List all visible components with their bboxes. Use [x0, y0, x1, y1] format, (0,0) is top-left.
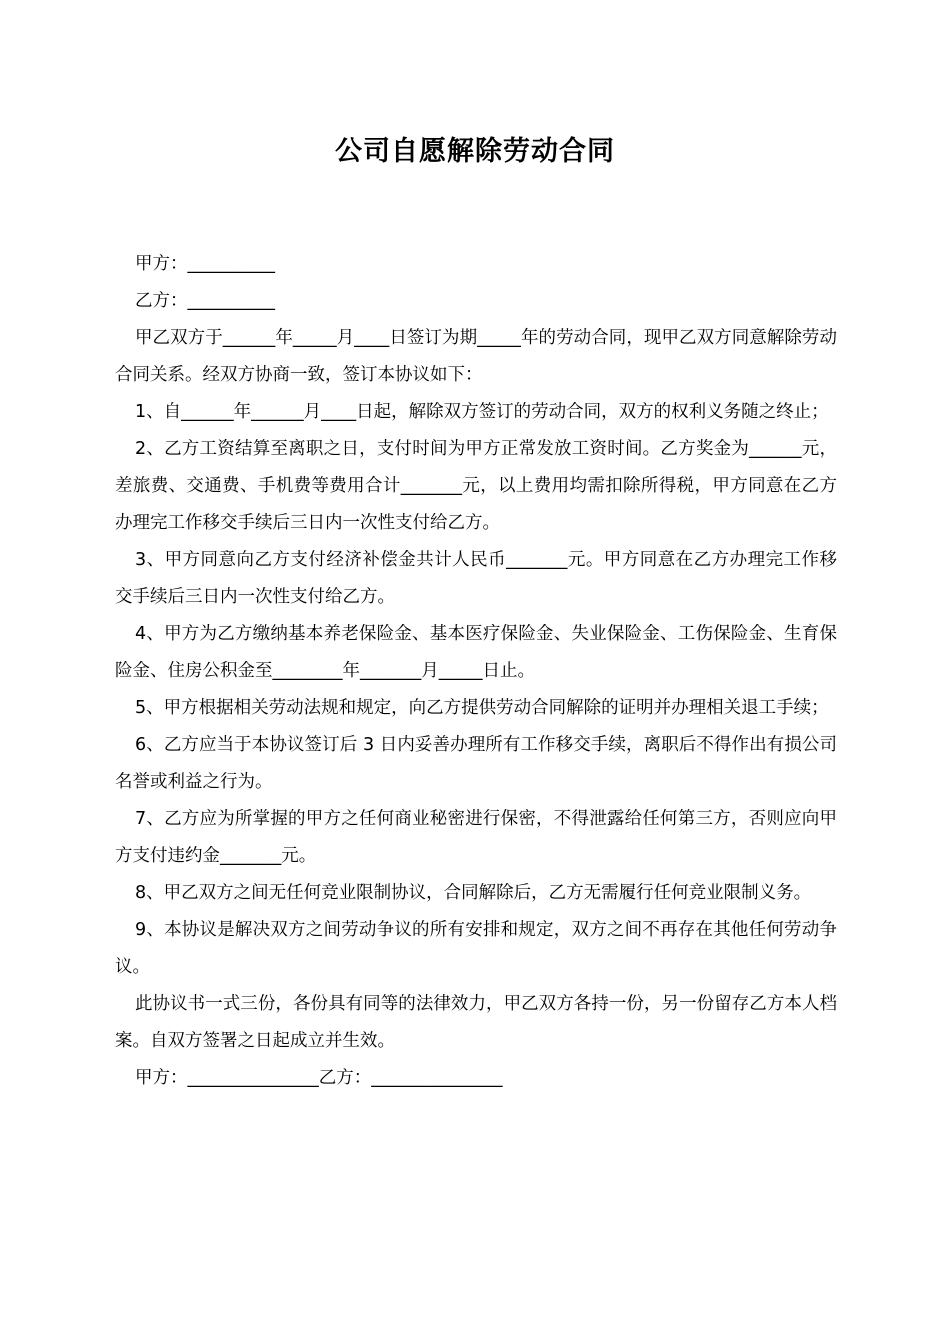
preamble-paragraph: 甲乙双方于______年_____月____日签订为期_____年的劳动合同，现甲乙双方同意解除劳动合同关系。经双方协商一致，签订本协议如下：	[115, 328, 837, 385]
clause-4: 4、甲方为乙方缴纳基本养老保险金、基本医疗保险金、失业保险金、工伤保险金、生育保险金、住房公积金至________年_______月_____日止。	[115, 624, 837, 681]
clause-9: 9、本协议是解决双方之间劳动争议的所有安排和规定，双方之间不再存在其他任何劳动争议。	[115, 920, 837, 977]
document-body	[115, 246, 837, 1097]
clause-8: 8、甲乙双方之间无任何竞业限制协议，合同解除后，乙方无需履行任何竞业限制义务。	[135, 883, 812, 903]
document-title: 公司自愿解除劳动合同	[335, 136, 615, 167]
party-a-line: 甲方：__________	[135, 254, 275, 274]
clause-5: 5、甲方根据相关劳动法规和规定，向乙方提供劳动合同解除的证明并办理相关退工手续；	[135, 698, 829, 718]
closing-paragraph: 此协议书一式三份，各份具有同等的法律效力，甲乙双方各持一份，另一份留存乙方本人档案。自双方签署之日起成立并生效。	[115, 994, 837, 1051]
clause-7: 7、乙方应为所掌握的甲方之任何商业秘密进行保密，不得泄露给任何第三方，否则应向甲方支付违约金_______元。	[115, 809, 837, 866]
clause-2: 2、乙方工资结算至离职之日，支付时间为甲方正常发放工资时间。乙方奖金为______元，差旅费、交通费、手机费等费用合计_______元，以上费用均需扣除所得税，甲方同意在乙方办理完工作移交手续后三日内一次性支付给乙方。	[115, 439, 837, 533]
clause-3: 3、甲方同意向乙方支付经济补偿金共计人民币_______元。甲方同意在乙方办理完工作移交手续后三日内一次性支付给乙方。	[115, 550, 837, 607]
clause-1: 1、自______年______月____日起，解除双方签订的劳动合同，双方的权利义务随之终止；	[135, 402, 829, 422]
signature-line: 甲方：_______________乙方：_______________	[135, 1068, 503, 1088]
clause-6: 6、乙方应当于本协议签订后 3 日内妥善办理所有工作移交手续，离职后不得作出有损公司名誉或利益之行为。	[115, 735, 838, 792]
party-b-line: 乙方：__________	[135, 291, 275, 311]
